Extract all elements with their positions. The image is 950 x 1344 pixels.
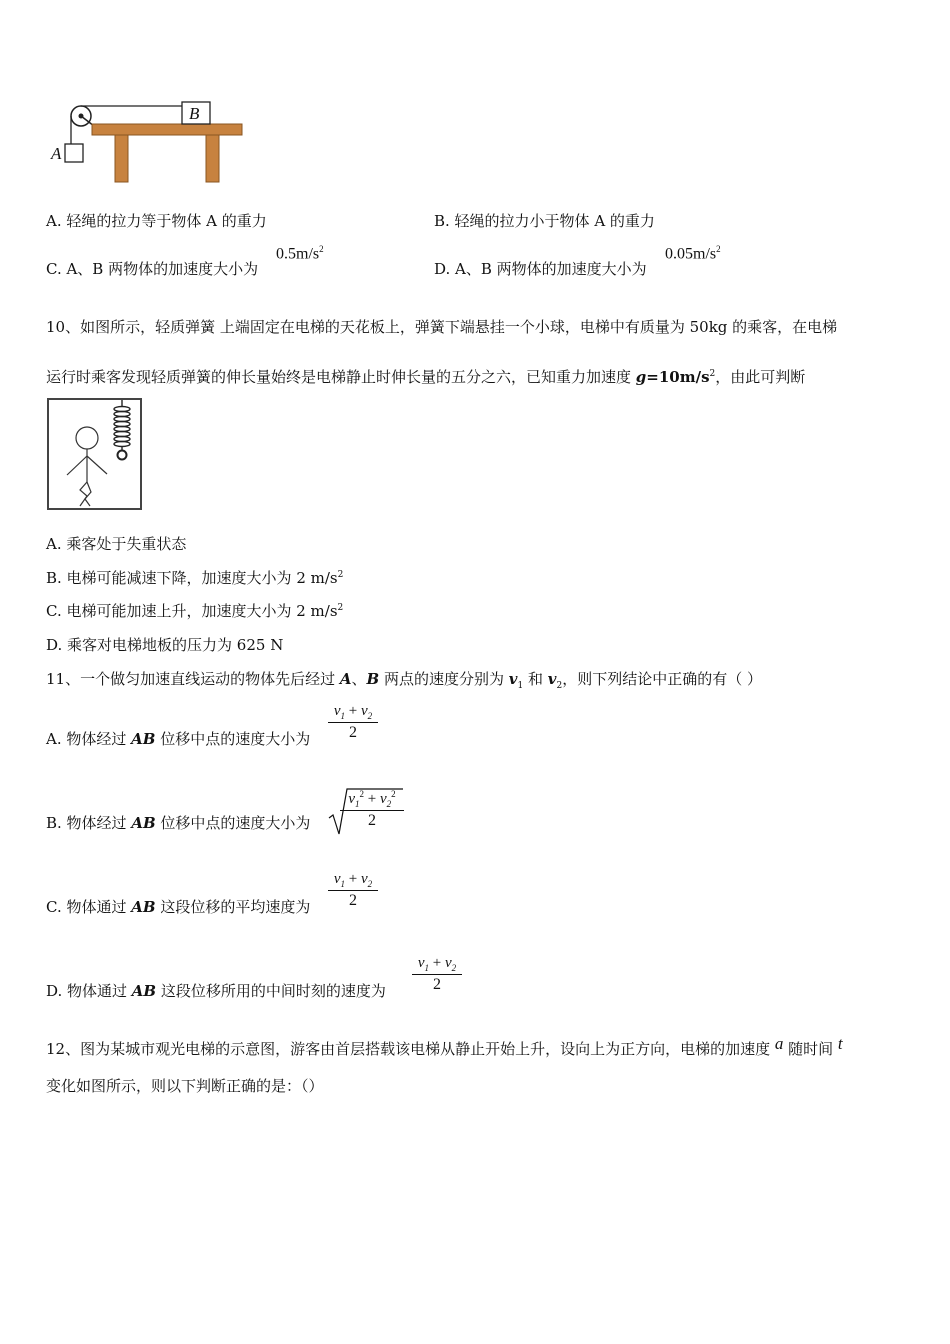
- q10-figure: [47, 398, 143, 511]
- table-leg-right: [206, 135, 219, 182]
- q11-option-b-formula: $v_1^2 + v_2^2$ 2: [340, 789, 404, 830]
- q11-option-d: D. 物体通过 AB 这段位移所用的中间时刻的速度为: [46, 982, 386, 1000]
- q10-stem-line1: 10、如图所示，轻质弹簧 上端固定在电梯的天花板上，弹簧下端悬挂一个小球，电梯中有质量为 50kg 的乘客，在电梯: [46, 318, 838, 336]
- q9-option-b: B. 轻绳的拉力小于物体 A 的重力: [434, 212, 655, 230]
- q11-option-c: C. 物体通过 AB 这段位移的平均速度为: [46, 898, 311, 916]
- q10-option-b: B. 电梯可能减速下降，加速度大小为 2 $m/s^2$: [46, 569, 344, 587]
- q11-option-b: B. 物体经过 AB 位移中点的速度大小为: [46, 814, 311, 832]
- block-a: [65, 144, 83, 162]
- q9-option-d-value: $0.05m/s^2$: [665, 244, 721, 263]
- block-a-label: A: [51, 144, 62, 163]
- table-top: [92, 124, 242, 135]
- q10-option-d: D. 乘客对电梯地板的压力为 625 N: [46, 636, 284, 654]
- q10-option-c: C. 电梯可能加速上升，加速度大小为 2 $m/s^2$: [46, 602, 344, 620]
- q9-option-c-text: C. A、B 两物体的加速度大小为: [46, 260, 259, 278]
- q11-option-d-formula: $v_1 + v_2$ 2: [412, 955, 462, 994]
- q9-option-a: A. 轻绳的拉力等于物体 A 的重力: [46, 212, 267, 230]
- q12-stem-line2: 变化如图所示，则以下判断正确的是：（）: [46, 1077, 324, 1095]
- q10-option-a: A. 乘客处于失重状态: [46, 535, 187, 553]
- q11-option-a: A. 物体经过 AB 位移中点的速度大小为: [46, 730, 311, 748]
- q11-option-a-formula: $v_1 + v_2$ 2: [328, 703, 378, 742]
- block-b-label: B: [189, 104, 200, 123]
- q11-stem: 11、一个做匀加速直线运动的物体先后经过 A、B 两点的速度分别为 $v_1$ 和 $v_2$，则下列结论中正确的有（ ）: [46, 670, 762, 691]
- q10-stem-line2: 运行时乘客发现轻质弹簧的伸长量始终是电梯静止时伸长量的五分之六，已知重力加速度 $g=10m/s^2$，由此可判断: [46, 368, 806, 386]
- q9-option-d-text: D. A、B 两物体的加速度大小为: [434, 260, 647, 278]
- q9-option-c: [46, 258, 258, 279]
- q12-stem-line1: 12、图为某城市观光电梯的示意图，游客由首层搭载该电梯从静止开始上升，设向上为正方向，电梯的加速度 a 随时间 t: [46, 1034, 843, 1058]
- q9-option-d: [434, 258, 647, 279]
- table-leg-left: [115, 135, 128, 182]
- q11-option-c-formula: $v_1 + v_2$ 2: [328, 871, 378, 910]
- q9-option-c-value: $0.5m/s^2$: [276, 244, 324, 263]
- ball: [118, 451, 127, 460]
- q9-figure: [48, 96, 248, 188]
